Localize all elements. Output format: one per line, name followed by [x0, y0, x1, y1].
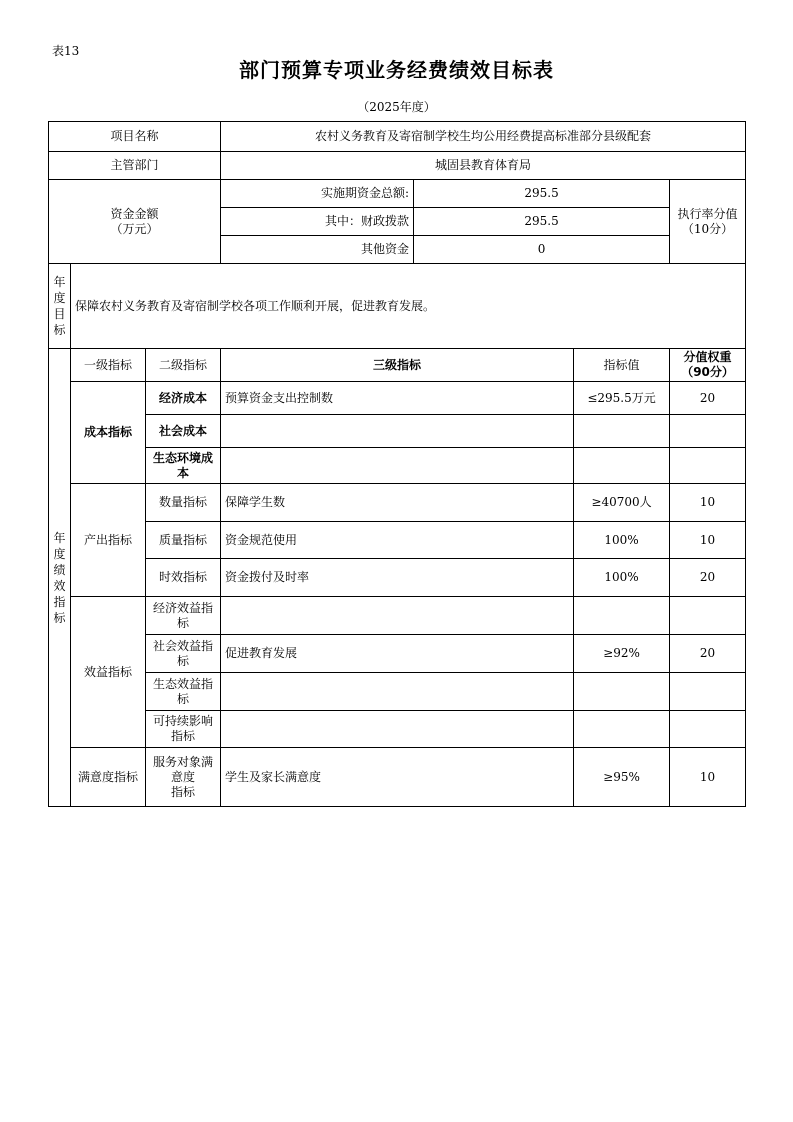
value-cell: ≤295.5万元: [574, 382, 670, 415]
header-level3: 三级指标: [221, 349, 574, 382]
level2-cell: 时效指标: [146, 559, 221, 597]
level3-cell: 资金规范使用: [221, 522, 574, 559]
level2-cell: 质量指标: [146, 522, 221, 559]
value-cell: [574, 597, 670, 635]
weight-cell: [670, 415, 746, 448]
project-name-row: [49, 122, 746, 152]
funding-label: 资金金额: [110, 206, 159, 221]
weight-cell: [670, 711, 746, 748]
level3-cell: [221, 415, 574, 448]
weight-cell: 20: [670, 382, 746, 415]
dept-row: [49, 152, 746, 180]
annual-goal-row: [49, 264, 746, 349]
value-cell: ≥40700人: [574, 484, 670, 522]
value-cell: 100%: [574, 522, 670, 559]
level2-cell: 经济效益指 标: [146, 597, 221, 635]
level3-cell: 学生及家长满意度: [221, 748, 574, 807]
funding-total-row: [49, 180, 746, 208]
form-number-label: 表13: [52, 44, 80, 58]
table-row: [49, 748, 746, 807]
funding-finance-label: 其中：财政拨款: [221, 208, 414, 236]
funding-total-label: 实施期资金总额:: [221, 180, 414, 208]
annual-goal-text: 保障农村义务教育及寄宿制学校各项工作顺利开展，促进教育发展。: [71, 264, 746, 349]
weight-cell: 10: [670, 748, 746, 807]
dept-label: 主管部门: [49, 152, 221, 180]
header-level2: 二级指标: [146, 349, 221, 382]
table-row: [49, 711, 746, 748]
table-row: [49, 415, 746, 448]
table-row: [49, 522, 746, 559]
value-cell: [574, 415, 670, 448]
table-row: [49, 559, 746, 597]
value-cell: [574, 711, 670, 748]
table-row: [49, 382, 746, 415]
satisfaction-indicator-label: 满意度指标: [71, 748, 146, 807]
level3-cell: 预算资金支出控制数: [221, 382, 574, 415]
level2-cell: 可持续影响 指标: [146, 711, 221, 748]
performance-target-table: [48, 121, 746, 807]
level2-cell: 数量指标: [146, 484, 221, 522]
weight-cell: 20: [670, 559, 746, 597]
level2-cell: 社会效益指 标: [146, 635, 221, 673]
level3-cell: [221, 597, 574, 635]
exec-rate-label: 执行率分值: [677, 206, 738, 221]
level3-cell: 资金拨付及时率: [221, 559, 574, 597]
value-cell: ≥92%: [574, 635, 670, 673]
table-row: [49, 635, 746, 673]
project-name-value: 农村义务教育及寄宿制学校生均公用经费提高标准部分县级配套: [221, 122, 746, 152]
weight-cell: 10: [670, 484, 746, 522]
funding-unit: （万元）: [110, 221, 159, 236]
level3-cell: [221, 673, 574, 711]
funding-other-value: 0: [414, 236, 670, 264]
weight-cell: [670, 597, 746, 635]
table-row: [49, 448, 746, 484]
weight-cell: [670, 673, 746, 711]
table-row: [49, 673, 746, 711]
level3-cell: [221, 448, 574, 484]
value-cell: [574, 673, 670, 711]
table-row: [49, 484, 746, 522]
indicator-header-row: [49, 349, 746, 382]
indicator-side-label: 年 度 绩 效 指 标: [49, 349, 71, 807]
year-subtitle: （2025年度）: [357, 100, 436, 114]
level3-cell: 保障学生数: [221, 484, 574, 522]
dept-value: 城固县教育体育局: [221, 152, 746, 180]
header-weight: 分值权重 （90分）: [670, 349, 746, 382]
funding-finance-value: 295.5: [414, 208, 670, 236]
exec-rate-score: （10分）: [681, 221, 734, 236]
weight-cell: [670, 448, 746, 484]
value-cell: ≥95%: [574, 748, 670, 807]
benefit-indicator-label: 效益指标: [71, 597, 146, 748]
level2-cell: 生态效益指 标: [146, 673, 221, 711]
value-cell: 100%: [574, 559, 670, 597]
weight-cell: 20: [670, 635, 746, 673]
funding-other-label: 其他资金: [221, 236, 414, 264]
page-title: 部门预算专项业务经费绩效目标表: [239, 58, 554, 82]
funding-label-cell: [49, 180, 221, 264]
value-cell: [574, 448, 670, 484]
level2-cell: 社会成本: [146, 415, 221, 448]
level2-cell: 生态环境成 本: [146, 448, 221, 484]
header-level1: 一级指标: [71, 349, 146, 382]
exec-rate-cell: [670, 180, 746, 264]
annual-goal-label: 年 度 目 标: [49, 264, 71, 349]
level3-cell: [221, 711, 574, 748]
table-row: [49, 597, 746, 635]
header-value: 指标值: [574, 349, 670, 382]
funding-total-value: 295.5: [414, 180, 670, 208]
output-indicator-label: 产出指标: [71, 484, 146, 597]
cost-indicator-label: 成本指标: [71, 382, 146, 484]
project-name-label: 项目名称: [49, 122, 221, 152]
level2-cell: 经济成本: [146, 382, 221, 415]
weight-cell: 10: [670, 522, 746, 559]
level2-cell: 服务对象满 意度 指标: [146, 748, 221, 807]
level3-cell: 促进教育发展: [221, 635, 574, 673]
